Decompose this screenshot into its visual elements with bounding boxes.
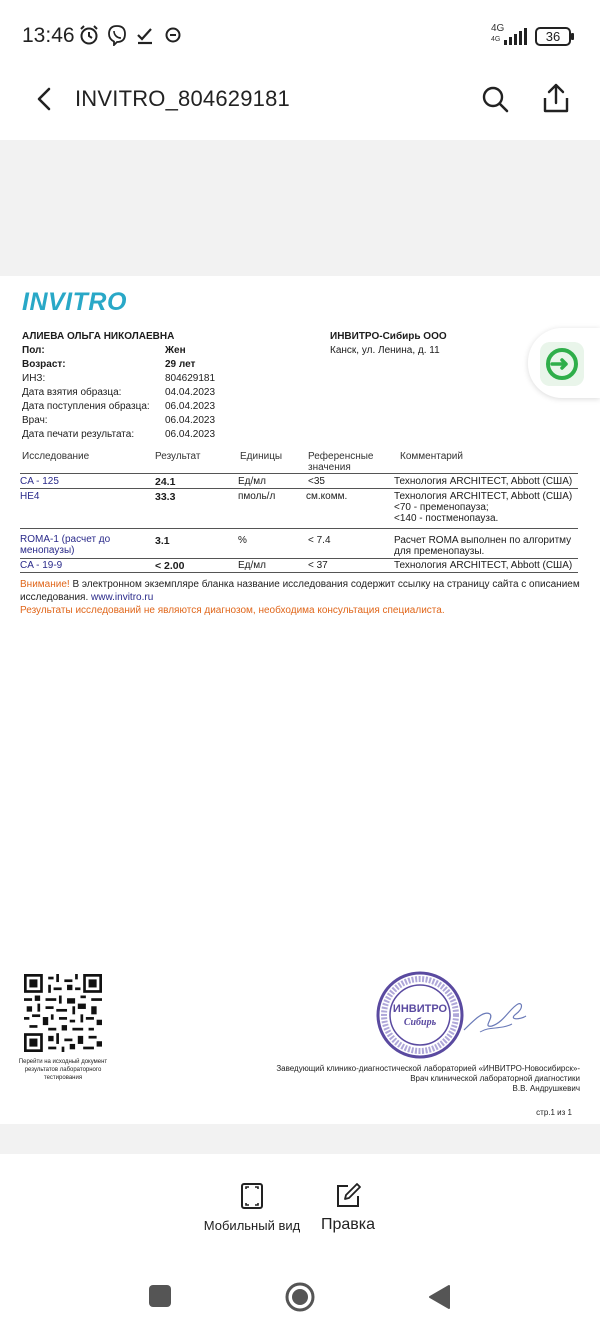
signature-line: Заведующий клинико-диагностической лабораторией «ИНВИТРО-Новосибирск»- (276, 1064, 580, 1073)
system-nav-bar (0, 1262, 600, 1332)
document-page (0, 276, 600, 1124)
row-result: 3.1 (155, 535, 170, 547)
field-label: Дата печати результата: (22, 429, 135, 440)
edit-icon (334, 1182, 362, 1210)
field-value: Жен (165, 345, 186, 356)
share-icon[interactable] (541, 82, 571, 114)
table-divider (20, 473, 578, 474)
top-toolbar (0, 70, 600, 140)
table-divider (20, 572, 578, 573)
edit-button[interactable] (316, 1182, 380, 1234)
row-comment: Технология ARCHITECT, Abbott (США) (394, 476, 573, 487)
row-study-link[interactable]: ROMA-1 (расчет до (20, 534, 111, 545)
row-reference: <35 (308, 476, 325, 487)
page-number: стр.1 из 1 (536, 1108, 572, 1117)
field-label: Возраст: (22, 359, 66, 370)
field-label: Врач: (22, 415, 48, 426)
field-value: 04.04.2023 (165, 387, 216, 398)
lab-address: Канск, ул. Ленина, д. 11 (330, 345, 440, 356)
field-label: Дата взятия образца: (22, 387, 122, 398)
signature-line: Врач клинической лабораторной диагностики (410, 1074, 580, 1083)
row-comment: <70 - пременопауза; (394, 502, 489, 513)
row-units: Ед/мл (238, 476, 266, 487)
row-units: % (238, 535, 247, 546)
warning-prefix: Внимание! (20, 579, 70, 590)
status-bar (0, 0, 600, 70)
table-divider (20, 558, 578, 559)
qr-code[interactable] (24, 974, 102, 1052)
edit-label: Правка (320, 1216, 376, 1233)
table-divider (20, 488, 578, 489)
field-label: ИНЗ: (22, 373, 46, 384)
patient-name: АЛИЕВА ОЛЬГА НИКОЛАЕВНА (22, 331, 175, 342)
document-title: INVITRO_804629181 (75, 86, 290, 111)
battery-indicator: 36 (535, 27, 571, 46)
signature-block (276, 1064, 580, 1094)
table-divider (20, 528, 578, 529)
signal-icon (503, 28, 528, 46)
row-comment: Технология ARCHITECT, Abbott (США) (394, 491, 573, 502)
row-study-link[interactable]: HE4 (20, 491, 40, 502)
row-study-link[interactable]: CA - 125 (20, 476, 59, 487)
table-header-comment: Комментарий (400, 451, 463, 462)
sync-icon (162, 24, 184, 46)
back-arrow-icon[interactable] (30, 84, 60, 114)
lab-stamp (375, 970, 465, 1060)
row-comment: Технология ARCHITECT, Abbott (США) (394, 560, 573, 571)
warning-note (20, 578, 585, 604)
mobile-view-icon (239, 1182, 265, 1210)
row-reference: < 7.4 (308, 535, 331, 546)
search-icon[interactable] (480, 84, 510, 114)
field-value: 06.04.2023 (165, 429, 216, 440)
row-units: пмоль/л (238, 491, 276, 502)
field-label: Пол: (22, 345, 45, 356)
field-value: 06.04.2023 (165, 415, 216, 426)
row-comment: Расчет ROMA выполнен по алгоритму (394, 535, 572, 546)
row-comment: <140 - постменопауза. (394, 513, 499, 524)
disclaimer: Результаты исследований не являются диагнозом, необходима консультация специалиста. (20, 605, 445, 616)
row-result: < 2.00 (155, 560, 185, 572)
network-type: 4G 4G (491, 23, 505, 43)
field-label: Дата поступления образца: (22, 401, 150, 412)
row-reference: см.комм. (306, 491, 348, 502)
status-time: 13:46 (22, 24, 75, 47)
lab-name: ИНВИТРО-Сибирь ООО (330, 331, 447, 342)
alarm-icon (78, 24, 100, 46)
row-reference: < 37 (308, 560, 328, 571)
invitro-link[interactable]: www.invitro.ru (91, 592, 154, 603)
mobile-view-button[interactable] (200, 1182, 304, 1233)
stamp-text-bottom: Сибирь (403, 1017, 437, 1028)
document-viewer[interactable] (0, 140, 600, 1154)
table-header-reference: Референсные (308, 451, 374, 462)
bottom-actions (0, 1154, 600, 1254)
floating-assistant-icon (540, 342, 584, 386)
field-value: 06.04.2023 (165, 401, 216, 412)
table-header-study: Исследование (22, 451, 90, 462)
download-done-icon (134, 24, 156, 46)
mobile-view-label: Мобильный вид (203, 1218, 301, 1233)
stamp-text-top: ИНВИТРО (392, 1003, 448, 1015)
row-result: 24.1 (155, 476, 176, 488)
invitro-logo: INVITRO (22, 288, 127, 316)
square-icon[interactable] (148, 1284, 172, 1308)
row-study-link[interactable]: CA - 19-9 (20, 560, 63, 571)
triangle-back-icon[interactable] (428, 1284, 452, 1310)
viber-icon (106, 24, 128, 46)
field-value: 804629181 (165, 373, 216, 384)
row-study-link-cont[interactable]: менопаузы) (20, 545, 75, 556)
row-comment: для пременопаузы. (394, 546, 485, 557)
field-value: 29 лет (165, 359, 196, 370)
row-units: Ед/мл (238, 560, 266, 571)
warning-text: В электронном экземпляре бланка название исследования содержит ссылку на страницу сайта с описанием исследования. (20, 579, 580, 603)
signature-line: В.В. Андрушкевич (512, 1084, 580, 1093)
table-header-reference-2: значения (308, 462, 351, 473)
qr-caption: Перейти на исходный документ результатов лабораторного тестирования (18, 1059, 108, 1081)
floating-assistant-button[interactable] (528, 328, 600, 398)
table-header-result: Результат (155, 451, 201, 462)
circle-icon[interactable] (284, 1281, 316, 1313)
table-header-units: Единицы (240, 451, 283, 462)
row-result: 33.3 (155, 491, 176, 503)
signature (460, 996, 530, 1036)
